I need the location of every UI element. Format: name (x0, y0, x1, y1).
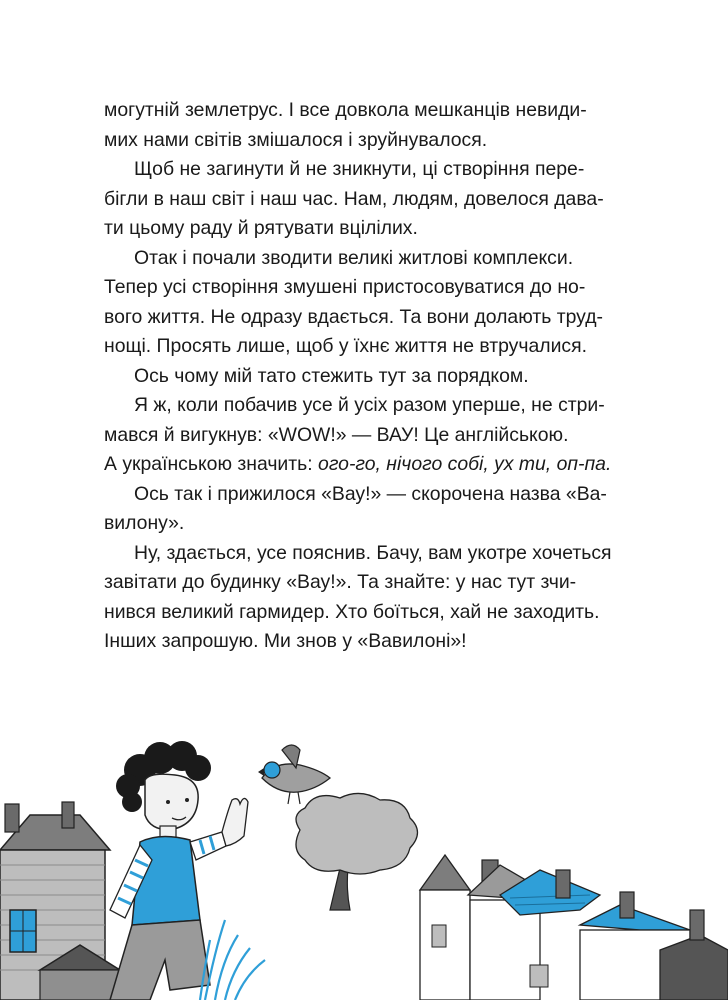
text-line: ти цьому раду й рятувати вцілілих. (104, 217, 418, 239)
text-line: могутній землетрус. І все довкола мешканців невиди- (104, 99, 587, 121)
text-line: мався й вигукнув: «WOW!» — ВАУ! Це англійською. (104, 423, 569, 446)
text-line: мих нами світів змішалося і зруйнувалося. (104, 128, 488, 151)
grass-illustration (200, 920, 265, 1000)
right-houses-illustration (420, 855, 728, 1000)
bird-illustration (258, 745, 330, 804)
text-line: нився великий гармидер. Хто боїться, хай не заходить. (104, 600, 600, 623)
text-line: нощі. Просять лише, щоб у їхнє життя не втручалися. (104, 335, 587, 357)
paragraph-3 (104, 244, 638, 362)
page-body-text (104, 96, 638, 657)
text-line: вого життя. Не одразу вдається. Та вони долають труд- (104, 305, 603, 328)
text-line: вилону». (104, 512, 185, 534)
illustration-svg (0, 720, 728, 1000)
paragraph-6 (104, 480, 638, 539)
paragraph-5 (104, 391, 638, 480)
text-line: Щоб не загинути й не зникнути, ці створіння пере- (134, 158, 585, 180)
tree-illustration (296, 793, 418, 910)
text-line: Тепер усі створіння змушені пристосовуватися до но- (104, 276, 586, 298)
text-line: Ну, здається, усе пояснив. Бачу, вам укотре хочеться (134, 541, 612, 564)
boy-illustration (110, 741, 248, 1000)
text-line: Інших запрошую. Ми знов у «Вавилоні»! (104, 630, 467, 652)
italic-phrase: ого-го, нічого собі, ух ти, оп-па. (318, 453, 612, 475)
text-line: Я ж, коли побачив усе й усіх разом уперше, не стри- (134, 394, 605, 416)
book-illustration (0, 720, 728, 1000)
text-line: Отак і почали зводити великі житлові комплекси. (134, 246, 574, 269)
text-line: завітати до будинку «Вау!». Та знайте: у нас тут зчи- (104, 571, 577, 593)
text-line: А українською значить: (104, 453, 319, 475)
left-house-illustration (0, 802, 120, 1000)
text-line: Ось так і прижилося «Вау!» — скорочена назва «Ва- (134, 482, 607, 505)
paragraph-2 (104, 155, 638, 244)
text-line: Ось чому мій тато стежить тут за порядком. (134, 364, 529, 387)
text-line: бігли в наш світ і наш час. Нам, людям, довелося дава- (104, 187, 604, 210)
paragraph-7 (104, 539, 638, 657)
paragraph-4 (104, 362, 638, 392)
paragraph-1 (104, 96, 638, 155)
